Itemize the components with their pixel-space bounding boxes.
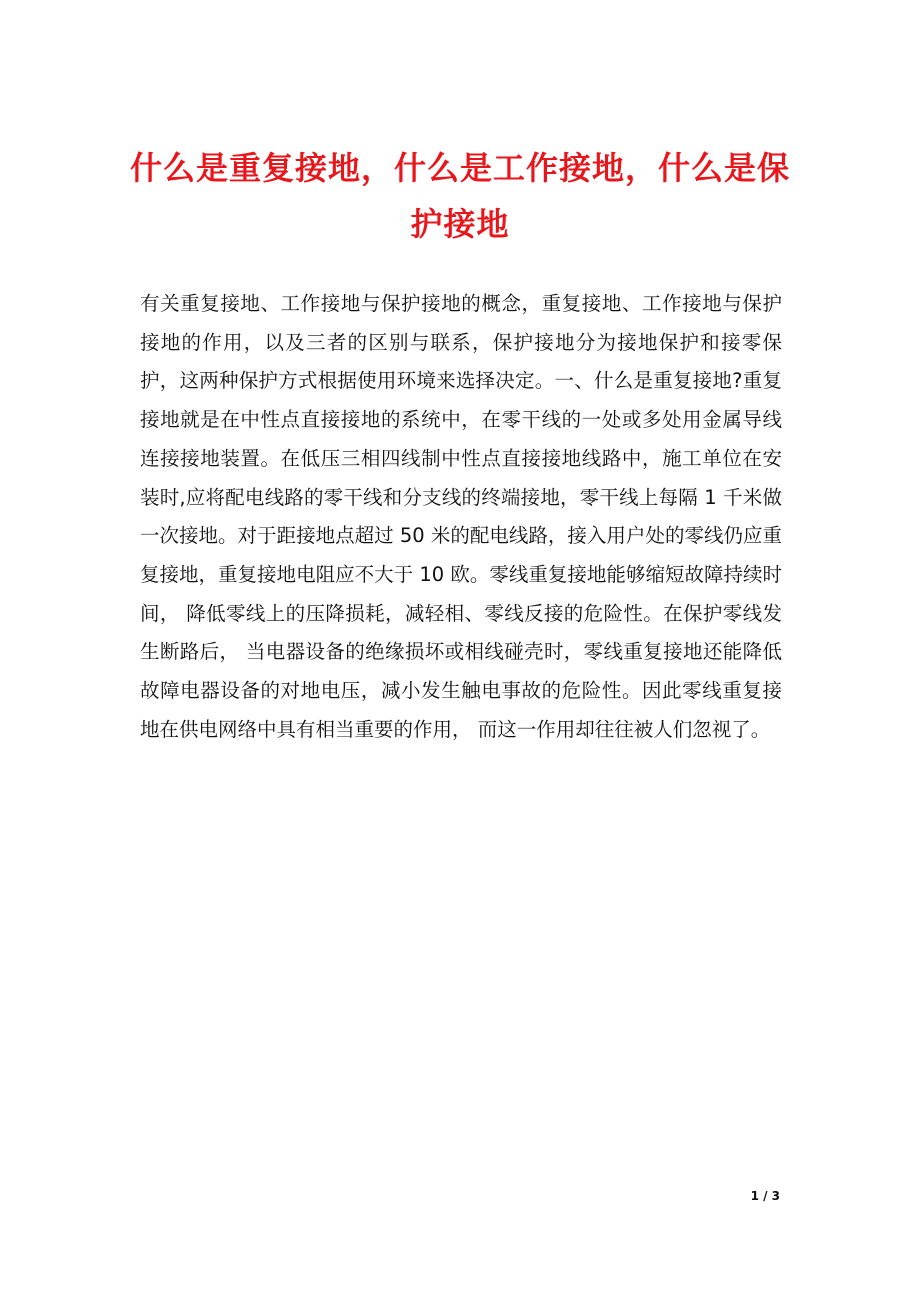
page-number: 1 / 3 xyxy=(750,1189,780,1203)
document-title: 什么是重复接地，什么是工作接地，什么是保护接地 xyxy=(130,149,791,243)
body-paragraph: 有关重复接地、工作接地与保护接地的概念，重复接地、工作接地与保护接地的作用，以及三者的区别与联系，保护接地分为接地保护和接零保护，这两种保护方式根据使用环境来选择决定。一、什么是重复接地?重复接地就是在中性点直接接地的系统中，在零干线的一处或多处用金属导线连接接地装置。在低压三相四线制中性点直接接地线路中，施工单位在安装时,应将配电线路的零干线和分支线的终端接地，零干线上每隔 1 千米做一次接地。对于距接地点超过 50 米的配电线路，接入用户处的零线仍应重复接地，重复接地电阻应不大于 10 欧。零线重复接地能够缩短故障持续时间， 降低零线上的压降损耗，减轻相、零线反接的危险性。在保护零线发生断路后， 当电器设备的绝缘损坏或相线碰壳时，零线重复接地还能降低故障电器设备的对地电压，减小发生触电事故的危险性。因此零线重复接地在供电网络中具有相当重要的作用， 而这一作用却往往被人们忽视了。 xyxy=(140,292,782,741)
